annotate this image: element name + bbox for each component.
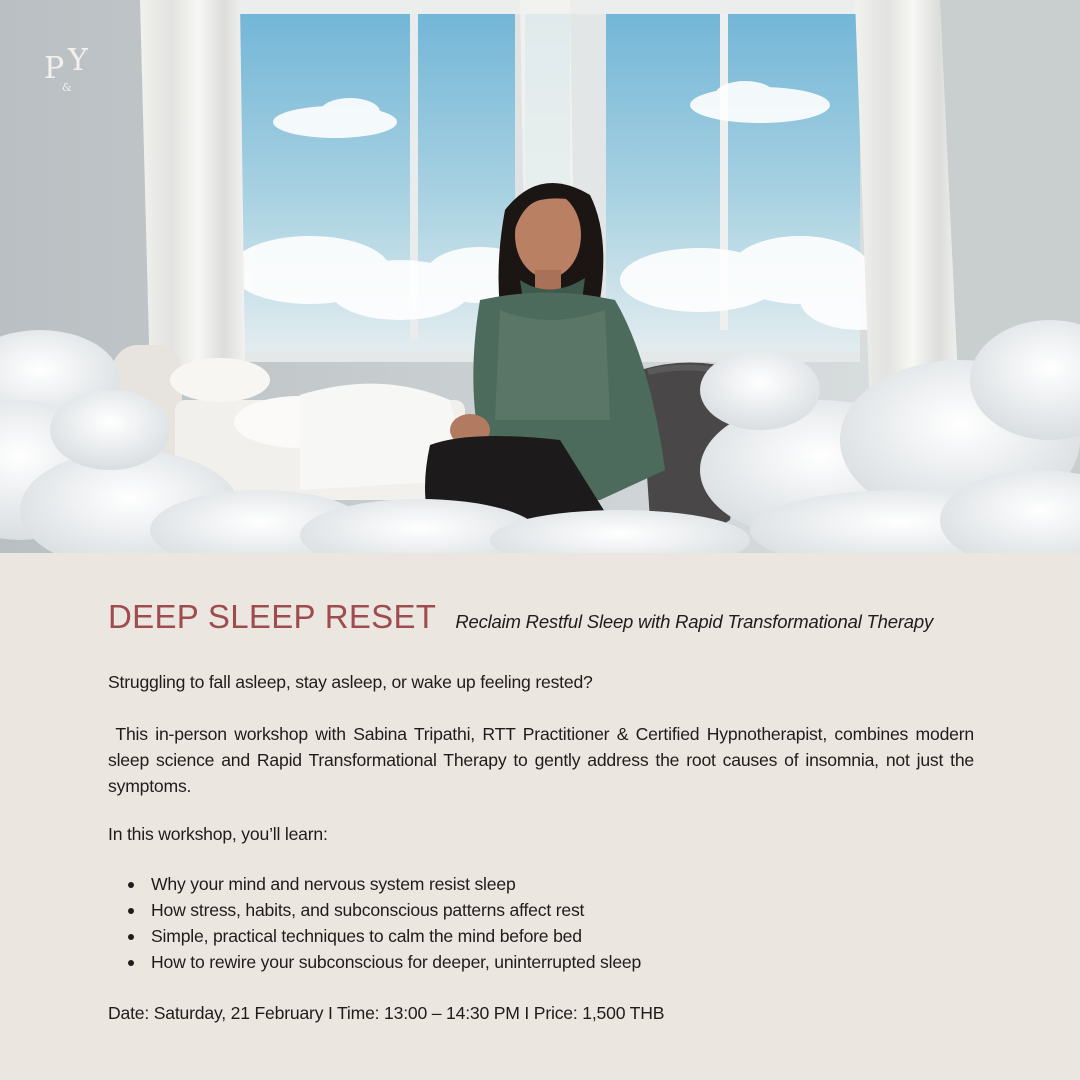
list-item-text: Why your mind and nervous system resist sleep — [151, 874, 516, 894]
event-date-time-price: Date: Saturday, 21 February I Time: 13:00 – 14:30 PM I Price: 1,500 THB — [108, 1003, 665, 1023]
list-item — [108, 923, 974, 949]
list-item-text: How stress, habits, and subconscious patterns affect rest — [151, 900, 585, 920]
title-row — [108, 598, 974, 636]
logo-letter-p: P — [44, 51, 65, 86]
logo-letter-y: Y — [68, 43, 88, 78]
list-item-text: How to rewire your subconscious for deeper, uninterrupted sleep — [151, 952, 642, 972]
bullet-icon — [128, 908, 134, 914]
event-title: DEEP SLEEP RESET — [108, 598, 437, 635]
intro-question: Struggling to fall asleep, stay asleep, or wake up feeling rested? — [108, 672, 593, 692]
bullet-icon — [128, 934, 134, 940]
learn-list — [108, 871, 974, 975]
list-item-text: Simple, practical techniques to calm the mind before bed — [151, 926, 582, 946]
event-description: This in-person workshop with Sabina Tripathi, RTT Practitioner & Certified Hypnotherapist, combines modern sleep science and Rapid Transformational Therapy to gently address the root causes of insomnia, not just the symptoms. — [108, 724, 979, 796]
event-subtitle: Reclaim Restful Sleep with Rapid Transformational Therapy — [455, 611, 934, 632]
learn-heading: In this workshop, you’ll learn: — [108, 824, 328, 844]
list-item — [108, 897, 974, 923]
brand-logo — [44, 43, 104, 96]
list-item — [108, 949, 974, 975]
list-item — [108, 871, 974, 897]
bullet-icon — [128, 960, 134, 966]
logo-ampersand: & — [62, 81, 72, 94]
bullet-icon — [128, 882, 134, 888]
